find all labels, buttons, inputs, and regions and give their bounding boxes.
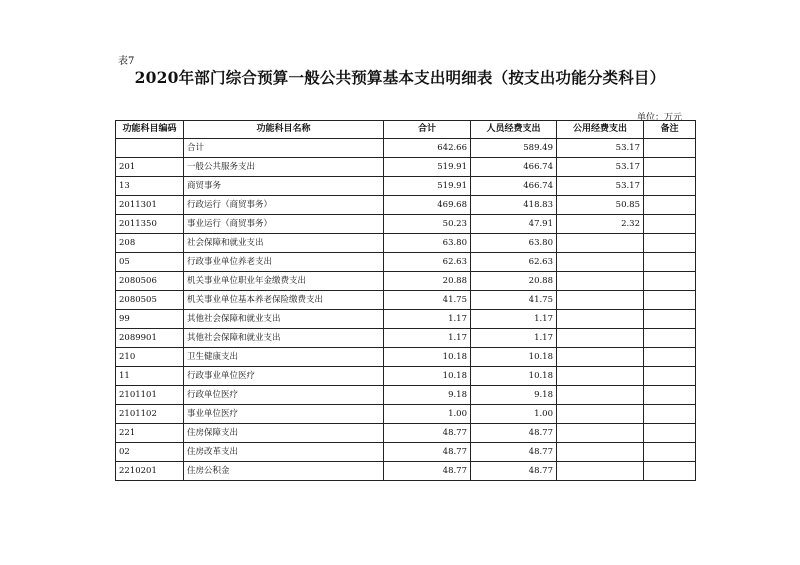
cell-code: 2101102	[116, 405, 184, 424]
cell-name: 住房改革支出	[184, 443, 384, 462]
cell-personnel: 20.88	[471, 272, 557, 291]
cell-personnel: 10.18	[471, 348, 557, 367]
cell-remark	[644, 348, 696, 367]
table-row	[116, 329, 696, 348]
cell-public	[557, 253, 644, 272]
table-number: 表7	[118, 56, 135, 67]
cell-code: 05	[116, 253, 184, 272]
cell-public: 50.85	[557, 196, 644, 215]
cell-total: 41.75	[384, 291, 471, 310]
table-row	[116, 291, 696, 310]
cell-public	[557, 291, 644, 310]
cell-code: 2080505	[116, 291, 184, 310]
cell-name: 行政运行（商贸事务）	[184, 196, 384, 215]
cell-code: 201	[116, 158, 184, 177]
cell-total: 642.66	[384, 139, 471, 158]
table-body	[116, 139, 696, 481]
cell-personnel: 1.00	[471, 405, 557, 424]
cell-name: 事业单位医疗	[184, 405, 384, 424]
cell-remark	[644, 310, 696, 329]
cell-total: 62.63	[384, 253, 471, 272]
cell-public	[557, 329, 644, 348]
cell-public	[557, 272, 644, 291]
cell-personnel: 47.91	[471, 215, 557, 234]
cell-personnel: 62.63	[471, 253, 557, 272]
cell-total: 48.77	[384, 424, 471, 443]
cell-name: 住房公积金	[184, 462, 384, 481]
cell-code: 2011350	[116, 215, 184, 234]
cell-public: 2.32	[557, 215, 644, 234]
cell-public: 53.17	[557, 177, 644, 196]
cell-public: 53.17	[557, 158, 644, 177]
cell-remark	[644, 139, 696, 158]
cell-total: 20.88	[384, 272, 471, 291]
cell-code: 2089901	[116, 329, 184, 348]
cell-total: 50.23	[384, 215, 471, 234]
table-row	[116, 215, 696, 234]
expenditure-detail-table	[115, 120, 696, 481]
cell-code: 2101101	[116, 386, 184, 405]
document-title: 2020年部门综合预算一般公共预算基本支出明细表（按支出功能分类科目）	[134, 68, 666, 87]
cell-remark	[644, 272, 696, 291]
cell-total: 63.80	[384, 234, 471, 253]
cell-total: 48.77	[384, 443, 471, 462]
cell-name: 事业运行（商贸事务）	[184, 215, 384, 234]
cell-remark	[644, 462, 696, 481]
cell-personnel: 41.75	[471, 291, 557, 310]
cell-name: 其他社会保障和就业支出	[184, 310, 384, 329]
cell-total: 48.77	[384, 462, 471, 481]
unit-label: 单位：万元	[636, 113, 682, 123]
cell-remark	[644, 329, 696, 348]
cell-name: 商贸事务	[184, 177, 384, 196]
cell-code: 02	[116, 443, 184, 462]
cell-remark	[644, 367, 696, 386]
table-row	[116, 196, 696, 215]
cell-name: 机关事业单位职业年金缴费支出	[184, 272, 384, 291]
cell-name: 合计	[184, 139, 384, 158]
cell-code: 221	[116, 424, 184, 443]
cell-code: 208	[116, 234, 184, 253]
cell-total: 10.18	[384, 348, 471, 367]
cell-code: 11	[116, 367, 184, 386]
table-row	[116, 310, 696, 329]
cell-personnel: 466.74	[471, 177, 557, 196]
cell-personnel: 9.18	[471, 386, 557, 405]
cell-public	[557, 386, 644, 405]
cell-remark	[644, 253, 696, 272]
column-header-personnel: 人员经费支出	[471, 121, 557, 139]
cell-remark	[644, 177, 696, 196]
cell-name: 其他社会保障和就业支出	[184, 329, 384, 348]
cell-total: 469.68	[384, 196, 471, 215]
cell-total: 10.18	[384, 367, 471, 386]
column-header-name: 功能科目名称	[184, 121, 384, 139]
table-row	[116, 158, 696, 177]
cell-name: 行政事业单位医疗	[184, 367, 384, 386]
cell-code: 2011301	[116, 196, 184, 215]
cell-personnel: 48.77	[471, 424, 557, 443]
table-row	[116, 177, 696, 196]
cell-personnel: 63.80	[471, 234, 557, 253]
cell-code: 2210201	[116, 462, 184, 481]
cell-name: 住房保障支出	[184, 424, 384, 443]
cell-public	[557, 348, 644, 367]
cell-name: 行政事业单位养老支出	[184, 253, 384, 272]
cell-total: 519.91	[384, 177, 471, 196]
table-row	[116, 234, 696, 253]
cell-total: 1.17	[384, 310, 471, 329]
cell-personnel: 48.77	[471, 462, 557, 481]
cell-remark	[644, 443, 696, 462]
column-header-total: 合计	[384, 121, 471, 139]
cell-public	[557, 367, 644, 386]
cell-public: 53.17	[557, 139, 644, 158]
cell-personnel: 1.17	[471, 329, 557, 348]
cell-remark	[644, 196, 696, 215]
table-row	[116, 405, 696, 424]
cell-code: 2080506	[116, 272, 184, 291]
cell-name: 卫生健康支出	[184, 348, 384, 367]
cell-code: 13	[116, 177, 184, 196]
cell-remark	[644, 291, 696, 310]
cell-name: 行政单位医疗	[184, 386, 384, 405]
cell-remark	[644, 158, 696, 177]
table-row	[116, 139, 696, 158]
table-row	[116, 367, 696, 386]
column-header-code: 功能科目编码	[116, 121, 184, 139]
cell-public	[557, 424, 644, 443]
cell-total: 1.17	[384, 329, 471, 348]
cell-public	[557, 310, 644, 329]
cell-public	[557, 234, 644, 253]
cell-remark	[644, 215, 696, 234]
cell-personnel: 589.49	[471, 139, 557, 158]
table-row	[116, 253, 696, 272]
table-row	[116, 462, 696, 481]
table-row	[116, 272, 696, 291]
cell-remark	[644, 234, 696, 253]
cell-remark	[644, 424, 696, 443]
cell-public	[557, 405, 644, 424]
cell-remark	[644, 405, 696, 424]
cell-personnel: 10.18	[471, 367, 557, 386]
cell-code	[116, 139, 184, 158]
cell-name: 社会保障和就业支出	[184, 234, 384, 253]
table-row	[116, 443, 696, 462]
cell-public	[557, 462, 644, 481]
cell-remark	[644, 386, 696, 405]
column-header-remark: 备注	[644, 121, 696, 139]
table-row	[116, 348, 696, 367]
cell-personnel: 48.77	[471, 443, 557, 462]
cell-code: 210	[116, 348, 184, 367]
cell-total: 1.00	[384, 405, 471, 424]
cell-personnel: 466.74	[471, 158, 557, 177]
cell-name: 一般公共服务支出	[184, 158, 384, 177]
cell-code: 99	[116, 310, 184, 329]
cell-name: 机关事业单位基本养老保险缴费支出	[184, 291, 384, 310]
cell-public	[557, 443, 644, 462]
cell-personnel: 1.17	[471, 310, 557, 329]
cell-total: 519.91	[384, 158, 471, 177]
table-header-row	[116, 121, 696, 139]
cell-personnel: 418.83	[471, 196, 557, 215]
table-row	[116, 386, 696, 405]
cell-total: 9.18	[384, 386, 471, 405]
table-row	[116, 424, 696, 443]
column-header-public: 公用经费支出	[557, 121, 644, 139]
